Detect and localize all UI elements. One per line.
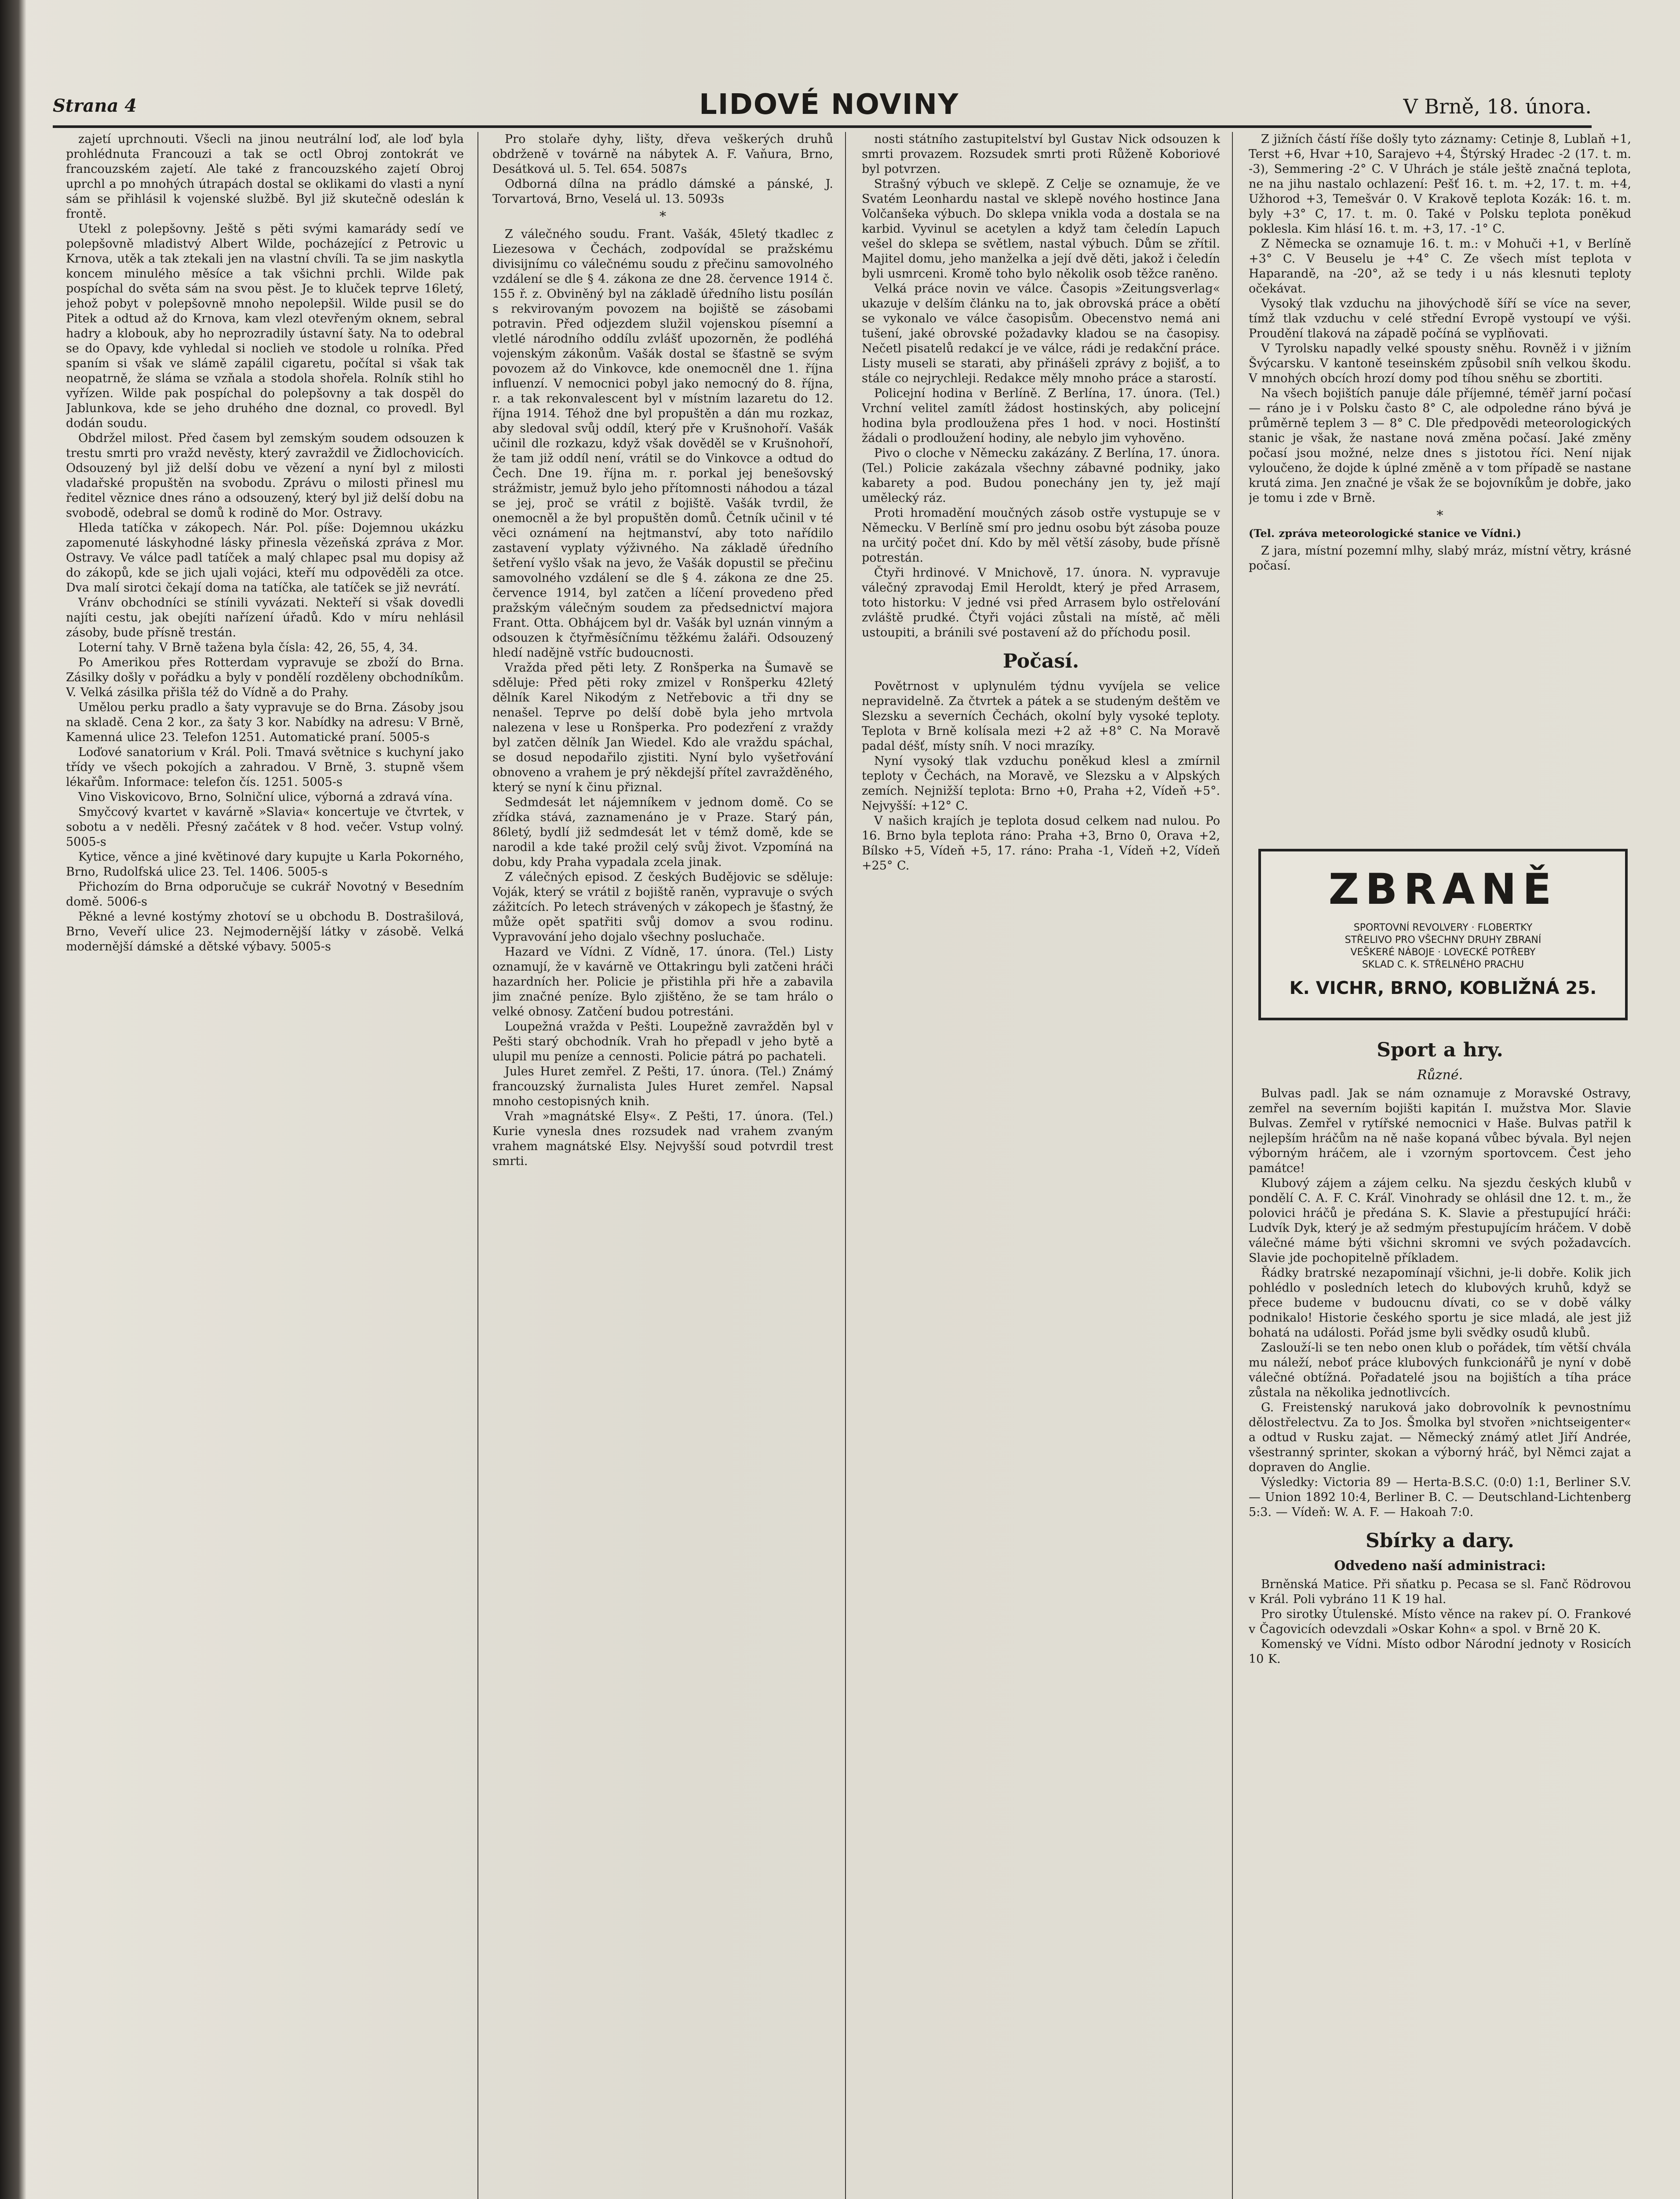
article-paragraph: Na všech bojištích panuje dále příjemné, téměř jarní počasí — ráno je i v Polsku často 8° C, ale odpoledne ráno bývá je průměrně teplem 3 — 8° C. Dle předpovědi meteorologických stanic je však, že nastane nová změna počasí. Jaké změny počasí jsou možné, nelze dnes s jistotou říci. Není nijak vyloučeno, že dojde k úplné změně a v tom případě se nastane krutá zima. Jen značné je však že se bojovníkům je dobře, jako je tomu i zde v Brně. — [1249, 387, 1631, 505]
article-paragraph: Jules Huret zemřel. Z Pešti, 17. února. (Tel.) Známý francouzský žurnalista Jules Huret zemřel. Napsal mnoho cestopisných knih. — [492, 1065, 833, 1108]
section-subheading: Různé. — [1417, 1067, 1463, 1083]
page-header — [53, 90, 1592, 128]
article-paragraph: Hleda tatíčka v zákopech. Nár. Pol. píše: Dojemnou ukázku zapomenuté láskyhodné lásky přinesla vězeňská zpráva z Mor. Ostravy. Ve válce padl tatíček a malý chlapec psal mu dopisy až do zákopů, kde se jich ujali vojáci, kteří mu odpověděli za otce. Dva malí sirotci čekají doma na tatíčka, ale tatíček se již nevrátí. — [66, 521, 464, 595]
ad-line: STŘELIVO PRO VŠECHNY DRUHY ZBRANÍ — [1345, 935, 1542, 946]
article-paragraph: Z Německa se oznamuje 16. t. m.: v Mohuči +1, v Berlíně +3° C. V Beuselu je +4° C. Ze všech míst teplota v Haparandě, na -20°, až se tedy i u nás klesnuti teploty očekávat. — [1249, 237, 1631, 296]
article-paragraph: Přichozím do Brna odporučuje se cukrář Novotný v Besedním domě. 5006-s — [66, 880, 464, 909]
article-paragraph: Umělou perku pradlo a šaty vypravuje se do Brna. Zásoby jsou na skladě. Cena 2 kor., za šaty 3 kor. Nabídky na adresu: V Brně, Kamenná ulice 23. Telefon 1251. Automatické praní. 5005-s — [66, 701, 464, 744]
article-paragraph: Z válečných episod. Z českých Budějovic se sděluje: Voják, který se vrátil z bojiště raněn, vypravuje o svých zážitcích. Po letech strávených v zákopech je šťastný, že může opět spatřiti svůj domov a svou rodinu. Vypravování jeho dojalo všechny posluchače. — [492, 870, 833, 944]
masthead-title: LIDOVÉ NOVINY — [699, 88, 959, 121]
article-paragraph: Brněnská Matice. Při sňatku p. Pecasa se sl. Fanč Rödrovou v Král. Poli vybráno 11 K 19 hal. — [1249, 1578, 1631, 1606]
article-paragraph: Komenský ve Vídni. Místo odbor Národní jednoty v Rosicích 10 K. — [1249, 1637, 1631, 1666]
article-paragraph: Vysoký tlak vzduchu na jihovýchodě šíří se více na sever, tímž tlak vzduchu v celé střední Evropě vystoupí ve výši. Proudění tlaková na západě počíná se vyplňovati. — [1249, 297, 1631, 340]
article-paragraph: G. Freistenský naruková jako dobrovolník k pevnostnímu dělostřelectvu. Za to Jos. Šmolka byl stvořen »nichtseigenter« a odtud v Rusku zajat. — Německý známý atlet Jiří Andrée, všestranný sprinter, skokan a výborný hráč, byl Němci zajat a dopraven do Anglie. — [1249, 1401, 1631, 1474]
article-paragraph: Řádky bratrské nezapomínají všichni, je-li dobře. Kolik jich pohlédlo v posledních letech do klubových kruhů, když se přece budeme v budoucnu dívati, co se v době války podnikalo! Historie českého sportu je sice mladá, ale jest již bohatá na události. Pořád jsme byli svědky osudů klubů. — [1249, 1266, 1631, 1340]
separator-star: * — [1436, 508, 1443, 523]
list-heading: Odvedeno naší administraci: — [1334, 1558, 1546, 1574]
column-2 — [492, 132, 833, 2199]
article-paragraph: nosti státního zastupitelství byl Gustav Nick odsouzen k smrti provazem. Rozsudek smrti proti Růženě Koboriové byl potvrzen. — [862, 132, 1220, 176]
column-1 — [66, 132, 464, 2199]
column-4-bottom — [1249, 1029, 1631, 2199]
article-paragraph: Pro stolaře dyhy, lišty, dřeva veškerých druhů obdrženě v továrně na nábytek A. F. Vaňura, Brno, Desátková ul. 5. Tel. 654. 5087s — [492, 132, 833, 176]
article-paragraph: Zaslouží-li se ten nebo onen klub o pořádek, tím větší chvála mu náleží, neboť práce klubových funkcionářů je nyní v době válečné obtížná. Pořadatelé jsou na bojištích a tíha práce zůstala na několika jednotlivcích. — [1249, 1341, 1631, 1399]
section-heading: Sbírky a dary. — [1366, 1530, 1514, 1552]
report-note: (Tel. zpráva meteorologické stanice ve Vídni.) — [1249, 527, 1521, 540]
article-paragraph: Z válečného soudu. Frant. Vašák, 45letý tkadlec z Liezesowa v Čechách, zodpovídal se pražskému divisijnímu co válečnému soudu z přečinu samovolného vzdálení se dle § 4. zákona ze dne 28. července 1914 č. 155 ř. z. Obviněný byl na základě úředního listu posílán s rekvirovaným povozem na bojiště se zásobami potravin. Před odjezdem služil vojenskou písemní a vletlé národního oddílu zvlášť upozorněn, že podléhá vojenským zákonům. Vašák dostal se šťastně se svým povozem až do Vinkovce, kde onemocněl dne 1. října influenzí. V nemocnici pobyl jako nemocný do 8. října, r. a tak rekonvalescent byl v místním lazaretu do 12. října 1914. Téhož dne byl propuštěn a dán mu rozkaz, aby sledoval svůj oddíl, který pře v Krušnohoří. Vašák učinil dle rozkazu, když však dověděl se v Krušnohoří, že tam již oddíl není, vrátil se do Vinkovce a odtud do Čech. Dne 19. října m. r. porkal jej benešovský strážmistr, jemuž bylo jeho přítomnosti náhodou a tázal se jej, proč se vrátil z bojiště. Vašák tvrdil, že onemocněl a že byl propuštěn domů. Četník učinil v té věci oznámení na hejtmanství, aby toto nařídilo zastavení vyplaty výživného. Na základě úředního šetření vyšlo však na jevo, že Vašák dopustil se přečinu samovolného vzdálení se dle § 4. zákona ze dne 25. července 1914, byl zatčen a líčení provedeno před pražským válečným soudem za předsednictví majora Frant. Otta. Obhájcem byl dr. Vašák byl uznán vinným a odsouzen k čtyřměsíčnímu těžkému žaláři. Odsouzený hledí nadějně vstříc budoucnosti. — [492, 227, 833, 660]
ad-footer: K. VICHR, BRNO, KOBLIŽNÁ 25. — [1289, 978, 1597, 998]
article-paragraph: Povětrnost v uplynulém týdnu vyvíjela se velice nepravidelně. Za čtvrtek a pátek a se studeným deštěm ve Slezsku a severních Čechách, okolní byly vysoké teploty. Teplota v Brně kolísala mezi +2 až +8° C. Na Moravě padal déšť, místy sníh. V noci mrazíky. — [862, 679, 1220, 753]
ad-line: SKLAD C. K. STŘELNÉHO PRACHU — [1362, 959, 1524, 970]
article-paragraph: Pěkné a levné kostýmy zhotoví se u obchodu B. Dostrašilová, Brno, Veveří ulice 23. Nejmodernější látky v zásobě. Velká modernější dámské a dětské výbavy. 5005-s — [66, 910, 464, 953]
article-paragraph: Odborná dílna na prádlo dámské a pánské, J. Torvartová, Brno, Veselá ul. 13. 5093s — [492, 177, 833, 206]
article-paragraph: Nyní vysoký tlak vzduchu poněkud klesl a zmírnil teploty v Čechách, na Moravě, ve Slezsku a v Alpských zemích. Nejnižší teplota: Brno +0, Praha +2, Vídeň +5°. Nejvyšší: +12° C. — [862, 754, 1220, 813]
section-heading: Počasí. — [1002, 650, 1079, 672]
article-paragraph: Po Amerikou přes Rotterdam vypravuje se zboží do Brna. Zásilky došly v pořádku a byly v pondělí rozděleny obchodníkům. V. Velká zásilka přišla též do Vídně a do Prahy. — [66, 656, 464, 699]
dateline: V Brně, 18. února. — [1403, 95, 1592, 118]
article-paragraph: V Tyrolsku napadly velké spousty sněhu. Rovněž i v jižním Švýcarsku. V kantoně teseinském způsobil sníh velkou škodu. V mnohých obcích hrozí domy pod tíhou sněhu se zbortiti. — [1249, 342, 1631, 385]
page-label: Strana 4 — [53, 95, 137, 116]
article-paragraph: V našich krajích je teplota dosud celkem nad nulou. Po 16. Brno byla teplota ráno: Praha +3, Brno 0, Orava +2, Bílsko +5, Vídeň +5, 17. ráno: Praha -1, Vídeň +2, Vídeň +25° C. — [862, 814, 1220, 873]
column-rule — [1232, 132, 1233, 2199]
article-paragraph: Vránv obchodníci se stínili vyvázati. Nekteří si však dovedli najíti cestu, jak obejíti nařízení úřadů. Kdo v míru nehlásil zásoby, bude přísně trestán. — [66, 596, 464, 639]
separator-star: * — [660, 209, 666, 224]
article-paragraph: Utekl z polepšovny. Ještě s pěti svými kamarády sedí ve polepšovně mladistvý Albert Wilde, pocházející z Petrovic u Krnova, utěk a tak ztekali jen na vlastní chvíli. Ta se jim naskytla koncem minulého měsíce a tak všichni prchli. Wilde pak pospíchal do světa sám na svou pěst. Je to kluček teprve 16letý, jehož pobyt v polepšovně mnoho nepolepšil. Wilde pusil se do Pitek a odtud až do Krnova, kam vlezl otevřeným oknem, sebral hadry a klobouk, aby ho neprozradily ústavní šaty. Na to odebral se do Opavy, kde vyhledal si noclieh ve stodole u rolníka. Před spaním si však ve slámě zapálil cigaretu, počítal si však tak neopatrně, že sláma se vzňala a stodola shořela. Rolník stihl ho vyřízen. Wilde pak pospíchal do polepšovny a tak dospěl do Jablunkova, kde se jeho druhého dne doznal, co provedl. Byl dodán soudu. — [66, 222, 464, 430]
article-paragraph: Bulvas padl. Jak se nám oznamuje z Moravské Ostravy, zemřel na severním bojišti kapitán I. mužstva Mor. Slavie Bulvas. Zemřel v rytířské nemocnici v Haše. Bulvas patřil k nejlepším hráčům na ně naše kopaná vůbec bývala. Byl nejen výborným hráčem, ale i vzorným sportovcem. Čest jeho památce! — [1249, 1087, 1631, 1175]
article-paragraph: Proti hromadění moučných zásob ostře vystupuje se v Německu. V Berlíně smí pro jednu osobu být zásoba pouze na určitý počet dní. Kdo by měl větší zásoby, bude přísně potrestán. — [862, 506, 1220, 565]
article-paragraph: zajetí uprchnouti. Všecli na jinou neutrální loď, ale loď byla prohlédnuta Francouzi a tak se octl Obroj zontokrát ve francouzském zajetí. Ale také z francouzského zajetí Obroj uprchl a po mnohých útrapách dostal se oklikami do vlasti a nyní sám se přihlásil k vojenské službě. Byl již skutečně odeslán k frontě. — [66, 132, 464, 221]
ad-line: SPORTOVNÍ REVOLVERY · FLOBERTKY — [1353, 922, 1533, 933]
article-paragraph: Z jara, místní pozemní mlhy, slabý mráz, místní větry, krásné počasí. — [1249, 544, 1631, 573]
article-paragraph: Výsledky: Victoria 89 — Herta-B.S.C. (0:0) 1:1, Berliner S.V. — Union 1892 10:4, Berliner B. C. — Deutschland-Lichtenberg 5:3. — Vídeň: W. A. F. — Hakoah 7:0. — [1249, 1476, 1631, 1519]
article-paragraph: Velká práce novin ve válce. Časopis »Zeitungsverlag« ukazuje v delším článku na to, jak obrovská práce a obětí se vykonalo ve válce časopisům. Obecenstvo nemá ani tušení, jaké obrovské požadavky kladou se na časopisy. Nečetl pisatelů redakcí je ve válce, rádi je redakční práce. Listy museli se starati, aby přinášeli zprávy z bojišť, a to stále co nejrychleji. Redakce měly mnoho práce a starostí. — [862, 282, 1220, 385]
column-rule — [477, 132, 478, 2199]
article-paragraph: Loterní tahy. V Brně tažena byla čísla: 42, 26, 55, 4, 34. — [78, 641, 418, 654]
column-4-top — [1249, 132, 1631, 836]
ad-line: VEŠKERÉ NÁBOJE · LOVECKÉ POTŘEBY — [1350, 947, 1536, 958]
article-paragraph: Strašný výbuch ve sklepě. Z Celje se oznamuje, že ve Svatém Leonhardu nastal ve sklepě nového hostince Jana Volčanšeka výbuch. Do sklepa vnikla voda a dostala se na karbid. Vyvinul se acetylen a když tam čeledín Lapuch vešel do sklepa se světlem, nastal výbuch. Dům se zřítil. Majitel domu, jeho manželka a její dvě děti, jakož i čeledín byli usmrceni. Kromě toho bylo několik osob těžce raněno. — [862, 177, 1220, 281]
article-paragraph: Policejní hodina v Berlíně. Z Berlína, 17. února. (Tel.) Vrchní velitel zamítl žádost hostinských, aby policejní hodina byla prodloužena přes 1 hod. v noci. Hostinští žádali o prodloužení hodiny, ale nebylo jim vyhověno. — [862, 387, 1220, 445]
article-paragraph: Z jižních částí říše došly tyto záznamy: Cetinje 8, Lublaň +1, Terst +6, Hvar +10, Sarajevo +4, Štýrský Hradec -2 (17. t. m. -3), Semmering -2° C. V Uhrách je stále ještě značná teplota, ne na jihu nastalo ochlazení: Pešť 16. t. m. +2, 17. t. m. +4, Užhorod +3, Temešvár 0. V Krakově teplota Kozák: 16. t. m. byly +3° C, 17. t. m. 0. Také v Polsku teplota poněkud poklesla. Kim hlásí 16. t. m. +3, 17. -1° C. — [1249, 132, 1631, 236]
article-paragraph: Sedmdesát let nájemníkem v jednom domě. Co se zřídka stává, zaznamenáno je v Praze. Starý pán, 86letý, bydlí již sedmdesát let v témž domě, kde se narodil a kde také prožil celý svůj život. Vzpomíná na dobu, kdy Praha vypadala zcela jinak. — [492, 796, 833, 869]
ad-title: ZBRANĚ — [1328, 865, 1558, 914]
article-paragraph: Pivo o cloche v Německu zakázány. Z Berlína, 17. února. (Tel.) Policie zakázala všechny zábavné podniky, jako kabarety a pod. Budou ponechány jen ty, jež mají umělecký ráz. — [862, 446, 1220, 505]
ad-lines — [1261, 922, 1625, 971]
advertisement-zbrane — [1258, 849, 1628, 1020]
scan-edge-shadow — [0, 0, 26, 2199]
article-paragraph: Klubový zájem a zájem celku. Na sjezdu českých klubů v pondělí C. A. F. C. Kráľ. Vinohrady se ohlásil dne 12. t. m., že polovici hráčů je předána S. K. Slavie a přestupující hráči: Ludvík Dyk, který je až sedmým přestupujícím hráčem. V době válečné máme býti všichni skromni ve svých požadavcích. Slavie jde pochopitelně příkladem. — [1249, 1176, 1631, 1265]
section-heading: Sport a hry. — [1377, 1039, 1503, 1061]
article-paragraph: Loupežná vražda v Pešti. Loupežně zavražděn byl v Pešti starý obchodník. Vrah ho přepadl v jeho bytě a ulupil mu peníze a cennosti. Policie pátrá po pachateli. — [492, 1020, 833, 1063]
article-paragraph: Obdržel milost. Před časem byl zemským soudem odsouzen k trestu smrti pro vražd nevěsty, který zavraždil ve Židlochovicích. Odsouzený byl již delší dobu ve vězení a nyní byl z milosti vladařské propuštěn na svobodu. Zprávu o milosti přinesl mu ředitel věznice dnes ráno a odsouzený, který byl již delší dobu na svobodě, odebral se domů k rodině do Mor. Ostravy. — [66, 431, 464, 520]
article-paragraph: Smyčcový kvartet v kavárně »Slavia« koncertuje ve čtvrtek, v sobotu a v neděli. Přesný začátek v 8 hod. večer. Vstup volný. 5005-s — [66, 805, 464, 849]
article-paragraph: Čtyři hrdinové. V Mnichově, 17. února. N. vypravuje válečný zpravodaj Emil Heroldt, který je před Arrasem, toto historku: V jedné vsi před Arrasem bylo ostřelování zvláště prudké. Čtyři vojáci zůstali na místě, ač měli ustoupiti, a bránili své postavení až do příchodu posil. — [862, 566, 1220, 639]
article-paragraph: Vino Viskovicovo, Brno, Solniční ulice, výborná a zdravá vína. — [78, 790, 453, 804]
article-paragraph: Vražda před pěti lety. Z Ronšperka na Šumavě se sděluje: Před pěti roky zmizel v Ronšperku 42letý dělník Karel Nikodým z Netřebovic a tři dny se nenašel. Teprve po delší době byla jeho mrtvola nalezena v lese u Ronšperka. Pro podezření z vraždy byl zatčen dělník Jan Wiedel. Kdo ale vraždu spáchal, se dosud nepodařilo zjistiti. Nyní bylo vyšetřování obnoveno a vrahem je prý někdejší přítel zavražděného, který se nyní k činu přiznal. — [492, 661, 833, 794]
article-paragraph: Hazard ve Vídni. Z Vídně, 17. února. (Tel.) Listy oznamují, že v kavárně ve Ottakringu byli zatčeni hráči hazardních her. Policie je přistihla při hře a zabavila jim značné peníze. Bylo zjištěno, že se tam hrálo o velké obnosy. Zatčení budou potrestáni. — [492, 945, 833, 1019]
article-paragraph: Vrah »magnátské Elsy«. Z Pešti, 17. února. (Tel.) Kurie vynesla dnes rozsudek nad vrahem zvaným vrahem magnátské Elsy. Nejvyšší soud potvrdil trest smrti. — [492, 1110, 833, 1168]
column-rule — [845, 132, 846, 2199]
article-paragraph: Kytice, věnce a jiné květinové dary kupujte u Karla Pokorného, Brno, Rudolfská ulice 23. Tel. 1406. 5005-s — [66, 850, 464, 879]
article-paragraph: Pro sirotky Útulenské. Místo věnce na rakev pí. O. Frankové v Čagovicích odevzdali »Oskar Kohn« a spol. v Brně 20 K. — [1249, 1607, 1631, 1636]
column-3 — [862, 132, 1220, 2199]
article-paragraph: Loďové sanatorium v Král. Poli. Tmavá světnice s kuchyní jako třídy ve všech pokojích a zahradou. V Brně, 3. stupně všem lékařům. Informace: telefon čís. 1251. 5005-s — [66, 745, 464, 789]
